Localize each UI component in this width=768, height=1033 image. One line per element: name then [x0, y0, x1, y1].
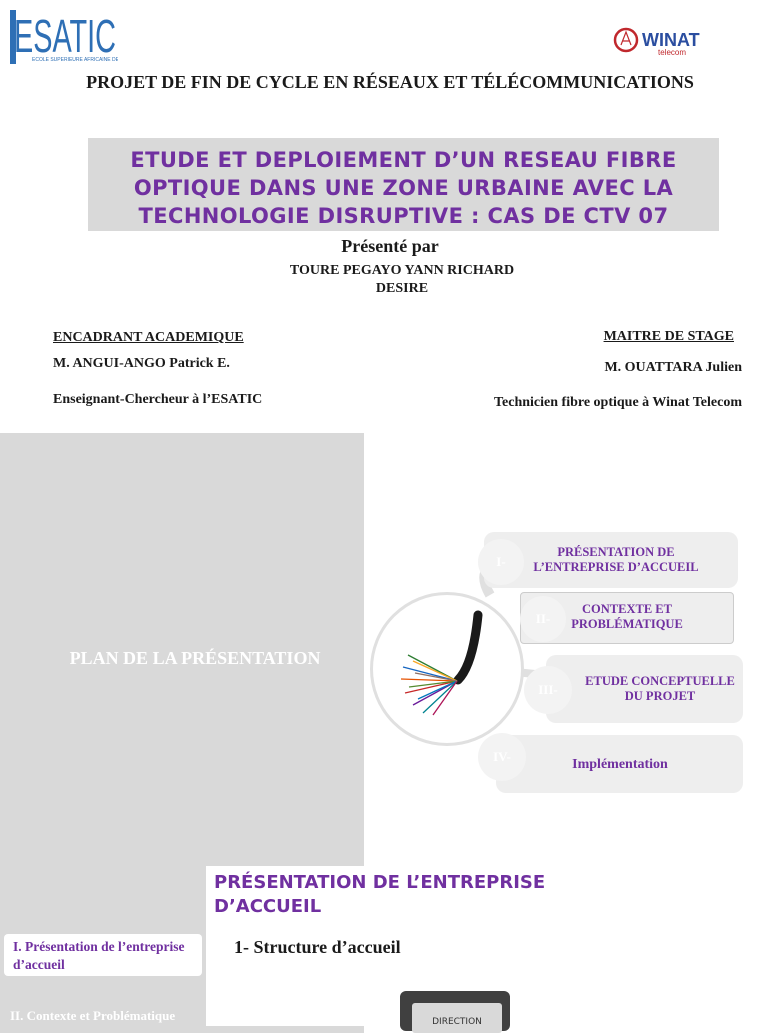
plan-title: PLAN DE LA PRÉSENTATION [69, 648, 321, 668]
plan-item-1-label: PRÉSENTATION DE L’ENTREPRISE D’ACCUEIL [533, 545, 699, 574]
main-title-line3: TECHNOLOGIE DISRUPTIVE : CAS DE CTV 07 [138, 204, 669, 228]
main-title [88, 146, 719, 230]
internship-supervisor-role: Technicien fibre optique à Winat Telecom [493, 395, 742, 410]
plan-item-3-label: ETUDE CONCEPTUELLE DU PROJET [585, 674, 735, 703]
fiber-image-circle [370, 592, 524, 746]
main-title-line1: ETUDE ET DEPLOIEMENT D’UN RESEAU FIBRE [130, 148, 677, 172]
esatic-logo-sub: ECOLE SUPERIEURE AFRICAINE DE [32, 57, 118, 63]
author-name-line1: TOURE PEGAYO YANN RICHARD [289, 263, 515, 278]
academic-supervisor-name: M. ANGUI-ANGO Patrick E. [53, 356, 230, 371]
winat-logo-text: WINAT [642, 30, 700, 50]
esatic-logo-text: ESATIC [14, 10, 116, 62]
section-subtitle: 1- Structure d’accueil [234, 937, 401, 957]
author-name-line2: DESIRE [375, 281, 429, 296]
winat-logo-sub: telecom [658, 48, 687, 56]
main-title-line2: OPTIQUE DANS UNE ZONE URBAINE AVEC LA [133, 176, 674, 200]
plan-item-4-label: Implémentation [572, 756, 668, 772]
esatic-logo [10, 8, 118, 66]
section-title: PRÉSENTATION DE L’ENTREPRISE D’ACCUEIL [214, 872, 546, 917]
academic-supervisor-role: Enseignant-Chercheur à l’ESATIC [53, 392, 263, 407]
plan-item-3-number: III- [524, 666, 572, 714]
project-title: PROJET DE FIN DE CYCLE EN RÉSEAUX ET TÉLÉCOMMUNICATIONS [86, 72, 694, 92]
presented-by-label: Présenté par [341, 236, 439, 256]
plan-item-2-number: II- [520, 596, 566, 642]
nav-item-context[interactable]: II. Contexte et Problématique [10, 1008, 176, 1023]
internship-supervisor-label: MAITRE DE STAGE [603, 329, 734, 344]
org-chart-top-label: DIRECTION [432, 1017, 482, 1027]
antenna-icon [621, 32, 631, 45]
plan-item-2-label: CONTEXTE ET PROBLÉMATIQUE [571, 602, 683, 631]
winat-logo [612, 26, 736, 56]
fiber-cable-image [373, 595, 521, 743]
author-name [252, 262, 552, 298]
internship-supervisor-name: M. OUATTARA Julien [604, 360, 742, 375]
plan-item-4-number: IV- [478, 733, 526, 781]
plan-item-1-number: I- [478, 539, 524, 585]
nav-item-active-label: I. Présentation de l’entreprise d’accueil [13, 939, 185, 972]
academic-supervisor-label: ENCADRANT ACADEMIQUE [53, 330, 244, 345]
